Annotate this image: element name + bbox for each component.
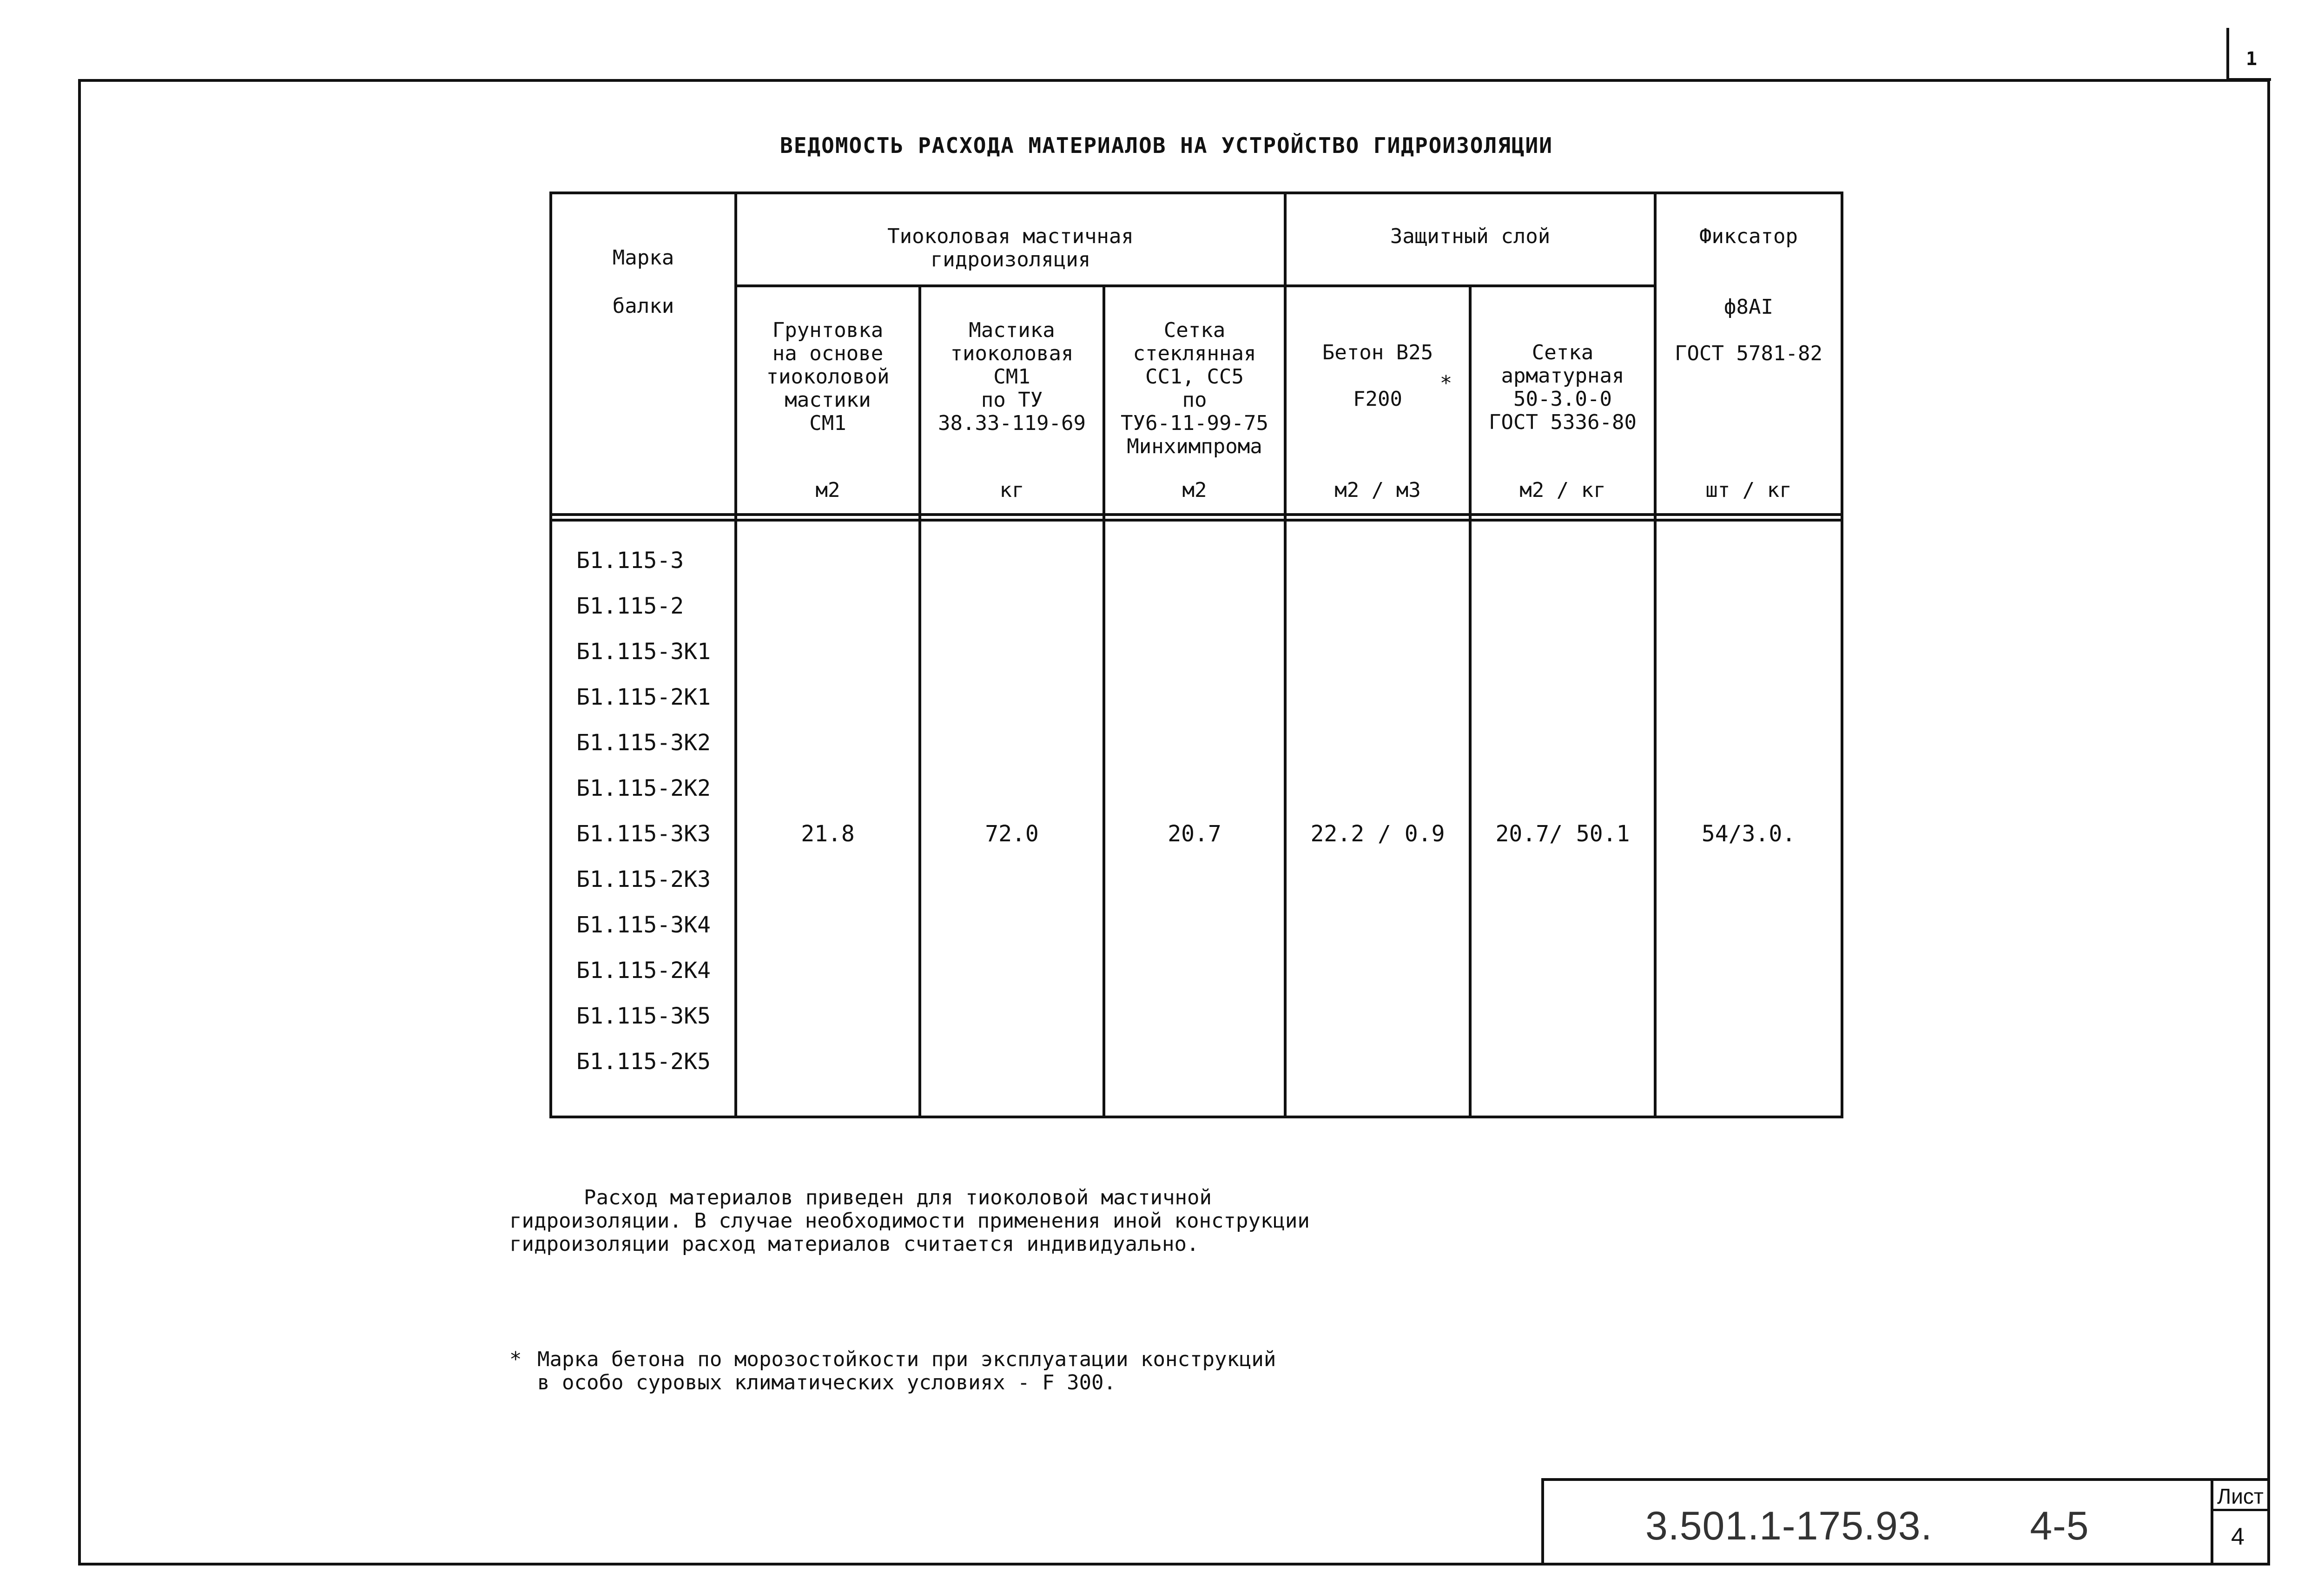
col-divider <box>1284 192 1287 1118</box>
value-fixator: 54/3.0. <box>1701 821 1796 847</box>
unit-cell: м2 <box>1182 478 1207 502</box>
sheet-box-divider <box>2211 1509 2270 1511</box>
row-label: Б1.115-2К3 <box>576 866 711 892</box>
row-label: Б1.115-3К4 <box>576 912 711 938</box>
document-code-main: 3.501.1-175.93. <box>1645 1504 1933 1548</box>
value-concrete: 22.2 / 0.9 <box>1310 821 1445 847</box>
value-mastic: 72.0 <box>985 821 1039 847</box>
unit-cell: кг <box>999 478 1024 502</box>
row-label: Б1.115-3К1 <box>576 639 711 665</box>
document-code <box>1645 1503 2089 1549</box>
top-sheet-number: 1 <box>2246 48 2258 70</box>
sheet-label: Лист <box>2217 1484 2264 1508</box>
row-label: Б1.115-3К5 <box>576 1003 711 1029</box>
row-label: Б1.115-3 <box>576 548 684 574</box>
header-bottom-line <box>549 513 1843 516</box>
note-text: Расход материалов приведен для тиоколовой мастичной гидроизоляции. В случае необходимости применения иной конструкции гидроизоляции расход материалов считается индивидуально. <box>509 1186 1310 1256</box>
footnote-text: Марка бетона по морозостойкости при эксплуатации конструкций в особо суровых климатических условиях - F 300. <box>537 1348 1276 1394</box>
unit-cell: м2 / м3 <box>1334 478 1421 502</box>
value-primer: 21.8 <box>801 821 855 847</box>
col-mastic: Мастика тиоколовая СМ1 по ТУ 38.33-119-69 <box>938 318 1086 435</box>
value-rebar-mesh: 20.7/ 50.1 <box>1495 821 1630 847</box>
mark-header-2: балки <box>612 294 674 318</box>
col-primer: Грунтовка на основе тиоколовой мастики СМ1 <box>766 318 890 435</box>
footnote-star: * <box>509 1348 522 1371</box>
unit-cell: м2 <box>815 478 840 502</box>
col-glass-mesh: Сетка стеклянная СС1, СС5 по ТУ6-11-99-75 Минхимпрома <box>1121 318 1268 458</box>
header-bottom-line-double <box>549 519 1843 522</box>
row-label: Б1.115-2К4 <box>576 958 711 984</box>
group-thiokol: Тиоколовая мастичная гидроизоляция <box>887 225 1134 271</box>
col-concrete: Бетон В25 F200 <box>1322 341 1433 411</box>
row-label: Б1.115-3К3 <box>576 821 711 847</box>
fixator-spec: ф8АI ГОСТ 5781-82 <box>1675 295 1822 365</box>
row-label: Б1.115-2К1 <box>576 684 711 710</box>
value-glass-mesh: 20.7 <box>1168 821 1221 847</box>
note-paragraph <box>509 1186 1327 1256</box>
unit-cell: м2 / кг <box>1519 478 1606 502</box>
document-title: ВЕДОМОСТЬ РАСХОДА МАТЕРИАЛОВ НА УСТРОЙСТВО ГИДРОИЗОЛЯЦИИ <box>780 133 1553 158</box>
row-label: Б1.115-3К2 <box>576 730 711 756</box>
document-code-suffix: 4-5 <box>2030 1504 2089 1548</box>
header-subdivider <box>734 284 1655 287</box>
group-fixator: Фиксатор <box>1699 225 1798 248</box>
row-label: Б1.115-2К2 <box>576 775 711 801</box>
group-protective: Защитный слой <box>1390 225 1551 248</box>
concrete-footnote-star: * <box>1439 371 1452 395</box>
top-sheet-tab <box>2226 28 2271 81</box>
footnote <box>509 1348 1300 1394</box>
mark-header: Марка <box>612 246 674 270</box>
row-label: Б1.115-2 <box>576 593 684 619</box>
unit-cell: шт / кг <box>1705 478 1792 502</box>
sheet-number: 4 <box>2231 1523 2245 1550</box>
col-rebar-mesh: Сетка арматурная 50-3.0-0 ГОСТ 5336-80 <box>1489 341 1637 434</box>
row-label: Б1.115-2К5 <box>576 1049 711 1075</box>
